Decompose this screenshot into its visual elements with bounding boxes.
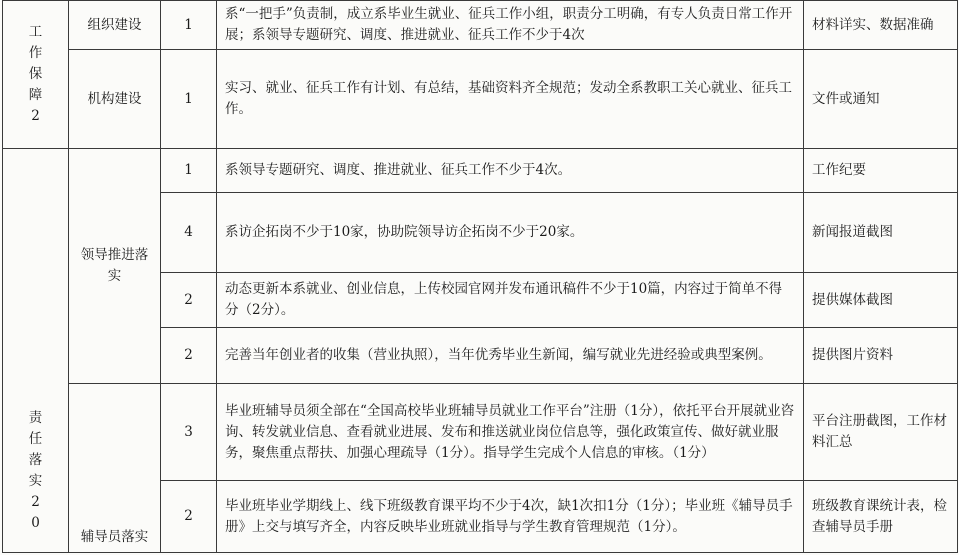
table-row — [3, 149, 958, 193]
subcategory-cell: 辅导员落实 — [69, 384, 161, 553]
evidence-cell: 提供图片资料 — [804, 328, 958, 384]
score-cell: 2 — [161, 481, 217, 553]
category-cell: 责任落实20 — [3, 149, 69, 553]
evidence-cell: 工作纪要 — [804, 149, 958, 193]
score-cell: 1 — [161, 149, 217, 193]
subcategory-cell: 组织建设 — [69, 1, 161, 50]
description-cell: 动态更新本系就业、创业信息，上传校园官网并发布通讯稿件不少于10篇，内容过于简单不得分（2分）。 — [217, 273, 804, 328]
score-cell: 1 — [161, 1, 217, 50]
table-row — [3, 1, 958, 50]
table-row — [3, 384, 958, 481]
description-cell: 系“一把手”负责制，成立系毕业生就业、征兵工作小组，职责分工明确，有专人负责日常工作开展；系领导专题研究、调度、推进就业、征兵工作不少于4次 — [217, 1, 804, 50]
evidence-cell: 文件或通知 — [804, 50, 958, 149]
score-cell: 4 — [161, 193, 217, 273]
description-cell: 系领导专题研究、调度、推进就业、征兵工作不少于4次。 — [217, 149, 804, 193]
score-cell: 1 — [161, 50, 217, 149]
description-cell: 完善当年创业者的收集（营业执照），当年优秀毕业生新闻，编写就业先进经验或典型案例。 — [217, 328, 804, 384]
evidence-cell: 平台注册截图，工作材料汇总 — [804, 384, 958, 481]
category-cell: 工作保障2 — [3, 1, 69, 149]
description-cell: 毕业班毕业学期线上、线下班级教育课平均不少于4次，缺1次扣1分（1分）；毕业班《辅导员手册》上交与填写齐全，内容反映毕业班就业指导与学生教育管理规范（1分）。 — [217, 481, 804, 553]
evidence-cell: 材料详实、数据准确 — [804, 1, 958, 50]
evaluation-table — [2, 0, 958, 553]
description-cell: 毕业班辅导员须全部在“全国高校毕业班辅导员就业工作平台”注册（1分），依托平台开展就业咨询、转发就业信息、查看就业进展、发布和推送就业岗位信息等，强化政策宣传、做好就业服务，聚焦重点帮扶、加强心理疏导（1分）。指导学生完成个人信息的审核。（1分） — [217, 384, 804, 481]
description-cell: 系访企拓岗不少于10家，协助院领导访企拓岗不少于20家。 — [217, 193, 804, 273]
description-cell: 实习、就业、征兵工作有计划、有总结，基础资料齐全规范；发动全系教职工关心就业、征兵工作。 — [217, 50, 804, 149]
evidence-cell: 提供媒体截图 — [804, 273, 958, 328]
score-cell: 2 — [161, 273, 217, 328]
subcategory-cell: 机构建设 — [69, 50, 161, 149]
table-row — [3, 50, 958, 149]
evidence-cell: 班级教育课统计表，检查辅导员手册 — [804, 481, 958, 553]
subcategory-cell: 领导推进落实 — [69, 149, 161, 384]
score-cell: 2 — [161, 328, 217, 384]
evidence-cell: 新闻报道截图 — [804, 193, 958, 273]
score-cell: 3 — [161, 384, 217, 481]
